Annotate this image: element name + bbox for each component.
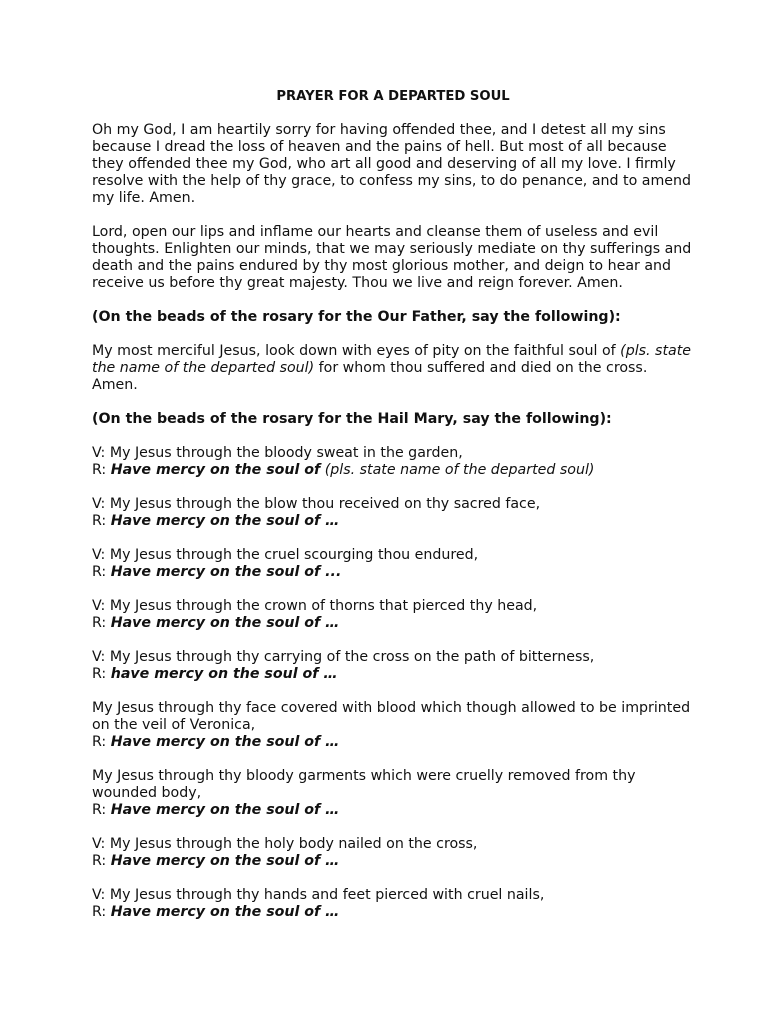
versicle-prefix: V: [92, 887, 110, 903]
versicle-text: My Jesus through thy bloody garments which were cruelly removed from thy wounded body, [92, 768, 636, 801]
litany-item [92, 496, 692, 530]
page-title: PRAYER FOR A DEPARTED SOUL [276, 89, 510, 104]
response-prefix: R: [92, 666, 111, 682]
response [92, 462, 692, 479]
our-father-text-after: for whom thou suffered and died on the cross. Amen. [92, 360, 648, 393]
versicle [92, 445, 692, 462]
versicle-prefix: V: [92, 496, 110, 512]
response-text: Have mercy on the soul of … [110, 734, 340, 750]
response-prefix: R: [92, 615, 111, 631]
versicle-text: My Jesus through thy carrying of the cross on the path of bitterness, [109, 649, 595, 665]
versicle [92, 887, 692, 904]
litany-item [92, 887, 692, 921]
response-note: (pls. state name of the departed soul) [320, 462, 595, 478]
response-prefix: R: [92, 802, 111, 818]
response-text: Have mercy on the soul of ... [110, 564, 342, 580]
opening-prayer: Oh my God, I am heartily sorry for having offended thee, and I detest all my sins because I dread the loss of heaven and the pains of hell. But most of all because they offended thee my God, who art all good and deserving of all my love. I firmly resolve with the help of thy grace, to confess my sins, to do penance, and to amend my life. Amen. [92, 122, 692, 206]
document-page [92, 88, 692, 938]
response-text: Have mercy on the soul of … [110, 802, 340, 818]
litany-item [92, 445, 692, 479]
litany-item [92, 700, 692, 751]
versicle [92, 649, 692, 666]
versicle-prefix: V: [92, 547, 110, 563]
response [92, 904, 692, 921]
versicle-text: My Jesus through the holy body nailed on the cross, [109, 836, 478, 852]
litany-item [92, 836, 692, 870]
versicle-prefix: V: [92, 649, 110, 665]
versicle-text: My Jesus through the crown of thorns that pierced thy head, [109, 598, 538, 614]
versicle-text: My Jesus through thy hands and feet pierced with cruel nails, [109, 887, 545, 903]
versicle-text: My Jesus through the cruel scourging thou endured, [109, 547, 479, 563]
versicle-prefix: V: [92, 598, 110, 614]
response [92, 666, 692, 683]
versicle-prefix: V: [92, 445, 110, 461]
response-prefix: R: [92, 513, 111, 529]
response [92, 802, 692, 819]
response-text: Have mercy on the soul of … [110, 513, 340, 529]
our-father-text-before: My most merciful Jesus, look down with eyes of pity on the faithful soul of [92, 343, 621, 359]
response-prefix: R: [92, 853, 111, 869]
versicle-text: My Jesus through the blow thou received on thy sacred face, [109, 496, 541, 512]
versicle-text: My Jesus through the bloody sweat in the garden, [109, 445, 463, 461]
hail-mary-heading: (On the beads of the rosary for the Hail Mary, say the following): [92, 411, 612, 427]
litany-item [92, 649, 692, 683]
versicle [92, 598, 692, 615]
response-text: Have mercy on the soul of … [110, 615, 340, 631]
response-prefix: R: [92, 734, 111, 750]
litany-item [92, 768, 692, 819]
response-prefix: R: [92, 904, 111, 920]
response [92, 513, 692, 530]
versicle [92, 768, 692, 802]
response-text: have mercy on the soul of … [110, 666, 338, 682]
our-father-prayer [92, 343, 692, 394]
response-text: Have mercy on the soul of … [110, 904, 340, 920]
response-prefix: R: [92, 462, 111, 478]
response [92, 615, 692, 632]
response [92, 853, 692, 870]
response [92, 734, 692, 751]
response-prefix: R: [92, 564, 111, 580]
our-father-note: (pls. state the name of the departed soul) [92, 343, 691, 376]
versicle-text: My Jesus through thy face covered with blood which though allowed to be imprinted on the veil of Veronica, [92, 700, 691, 733]
versicle [92, 496, 692, 513]
response [92, 564, 692, 581]
second-prayer: Lord, open our lips and inflame our hearts and cleanse them of useless and evil thoughts. Enlighten our minds, that we may seriously mediate on thy sufferings and death and the pains endured by thy most glorious mother, and deign to hear and receive us before thy great majesty. Thou we live and reign forever. Amen. [92, 224, 692, 291]
versicle [92, 700, 692, 734]
versicle [92, 836, 692, 853]
litany-item [92, 598, 692, 632]
versicle [92, 547, 692, 564]
litany-item [92, 547, 692, 581]
versicle-prefix: V: [92, 836, 110, 852]
response-text: Have mercy on the soul of [110, 462, 321, 478]
response-text: Have mercy on the soul of … [110, 853, 340, 869]
our-father-heading: (On the beads of the rosary for the Our Father, say the following): [92, 309, 621, 325]
